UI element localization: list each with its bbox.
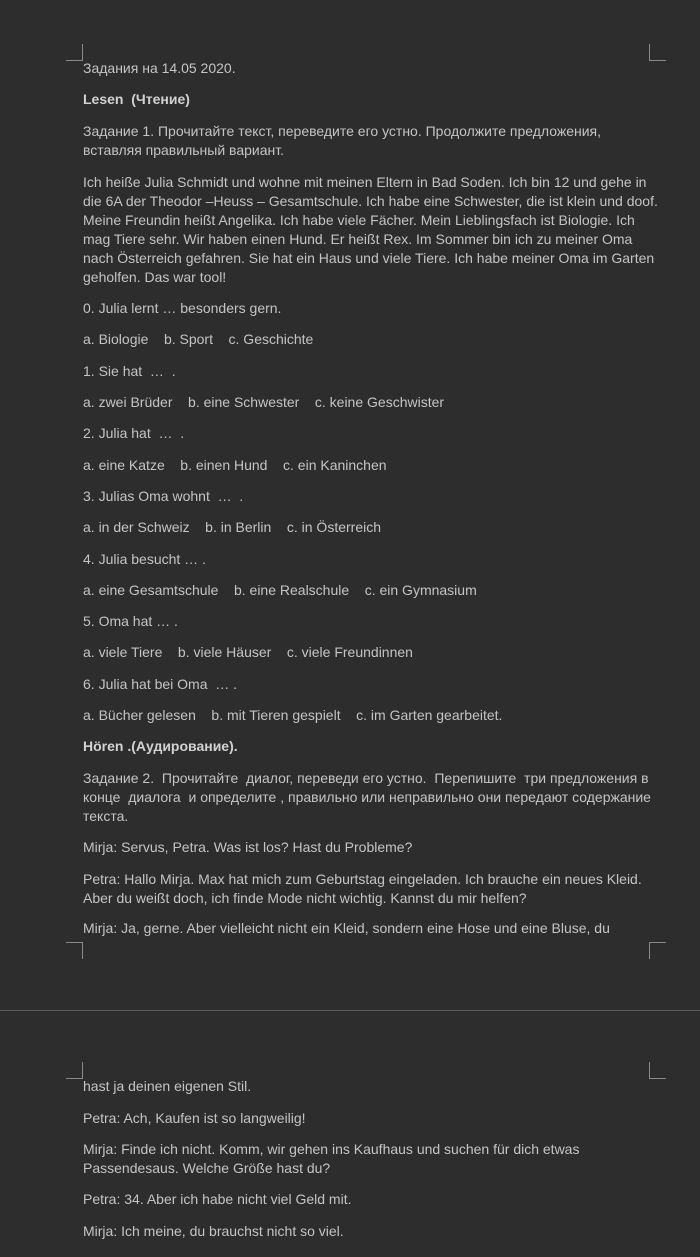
question-1: 1. Sie hat … . [83, 363, 176, 379]
dialog-line: hast ja deinen eigenen Stil. [83, 1078, 252, 1094]
dialog-line: Mirja: Finde ich nicht. Komm, wir gehen ins Kaufhaus und suchen für dich etwas Passendesaus. Welche Größe hast du? [83, 1141, 584, 1176]
answers-6: a. Bücher gelesen b. mit Tieren gespielt c. im Garten gearbeitet. [83, 707, 503, 723]
dialog-line: Petra: Hallo Mirja. Max hat mich zum Geburtstag eingeladen. Ich brauche ein neues Kleid. Aber du weißt doch, ich finde Mode nicht wichtig. Kannst du mir helfen? [83, 871, 645, 906]
reading-text: Ich heiße Julia Schmidt und wohne mit meinen Eltern in Bad Soden. Ich bin 12 und gehe in die 6A der Theodor –Heuss – Gesamtschule. Ich habe eine Schwester, die ist klein und doof. Meine Freundin heißt Angelika. Ich habe viele Fächer. Mein Lieblingsfach ist Biologie. Ich mag Tiere sehr. Wir haben einen Hund. Er heißt Rex. Im Sommer bin ich zu meiner Oma nach Österreich gefahren. Sie hat ein Haus und viele Tiere. Ich habe meiner Oma im Garten geholfen. Das war tool! [83, 174, 662, 285]
question-2: 2. Julia hat … . [83, 425, 185, 441]
answers-3: a. in der Schweiz b. in Berlin c. in Österreich [83, 519, 382, 535]
answers-2: a. eine Katze b. einen Hund c. ein Kaninchen [83, 457, 387, 473]
answers-1: a. zwei Brüder b. eine Schwester c. keine Geschwister [83, 394, 445, 410]
margin-corner-bottom-right [649, 942, 666, 959]
dialog-line: Mirja: Ja, gerne. Aber vielleicht nicht ein Kleid, sondern eine Hose und eine Bluse, du [83, 920, 610, 936]
question-4: 4. Julia besucht … . [83, 551, 206, 567]
question-6: 6. Julia hat bei Oma … . [83, 676, 238, 692]
question-5: 5. Oma hat … . [83, 613, 178, 629]
section-heading-listening: Hören .(Аудирование). [83, 738, 238, 754]
dialog-line: Mirja: Servus, Petra. Was ist los? Hast du Probleme? [83, 839, 413, 855]
question-0: 0. Julia lernt … besonders gern. [83, 300, 282, 316]
document-title: Задания на 14.05 2020. [83, 60, 236, 76]
question-3: 3. Julias Oma wohnt … . [83, 488, 244, 504]
dialog-line: Petra: Ach, Kaufen ist so langweilig! [83, 1110, 306, 1126]
margin-corner-bottom-left [66, 942, 83, 959]
dialog-line: Mirja: Ich meine, du brauchst nicht so viel. [83, 1223, 344, 1239]
answers-5: a. viele Tiere b. viele Häuser c. viele Freundinnen [83, 644, 413, 660]
answers-0: a. Biologie b. Sport c. Geschichte [83, 331, 314, 347]
section-heading-reading: Lesen (Чтение) [83, 91, 190, 107]
task-1-instructions: Задание 1. Прочитайте текст, переведите его устно. Продолжите предложения, вставляя правильный вариант. [83, 123, 605, 158]
page-break-divider [0, 1010, 700, 1011]
margin-corner-top-left [66, 1062, 83, 1079]
task-2-instructions: Задание 2. Прочитайте диалог, переведи его устно. Перепишите три предложения в конце диалога и определите , правильно или неправильно они передают содержание текста. [83, 770, 655, 824]
dialog-line: Petra: 34. Aber ich habe nicht viel Geld mit. [83, 1191, 352, 1207]
answers-4: a. eine Gesamtschule b. eine Realschule c. ein Gymnasium [83, 582, 477, 598]
margin-corner-top-left [66, 44, 83, 61]
